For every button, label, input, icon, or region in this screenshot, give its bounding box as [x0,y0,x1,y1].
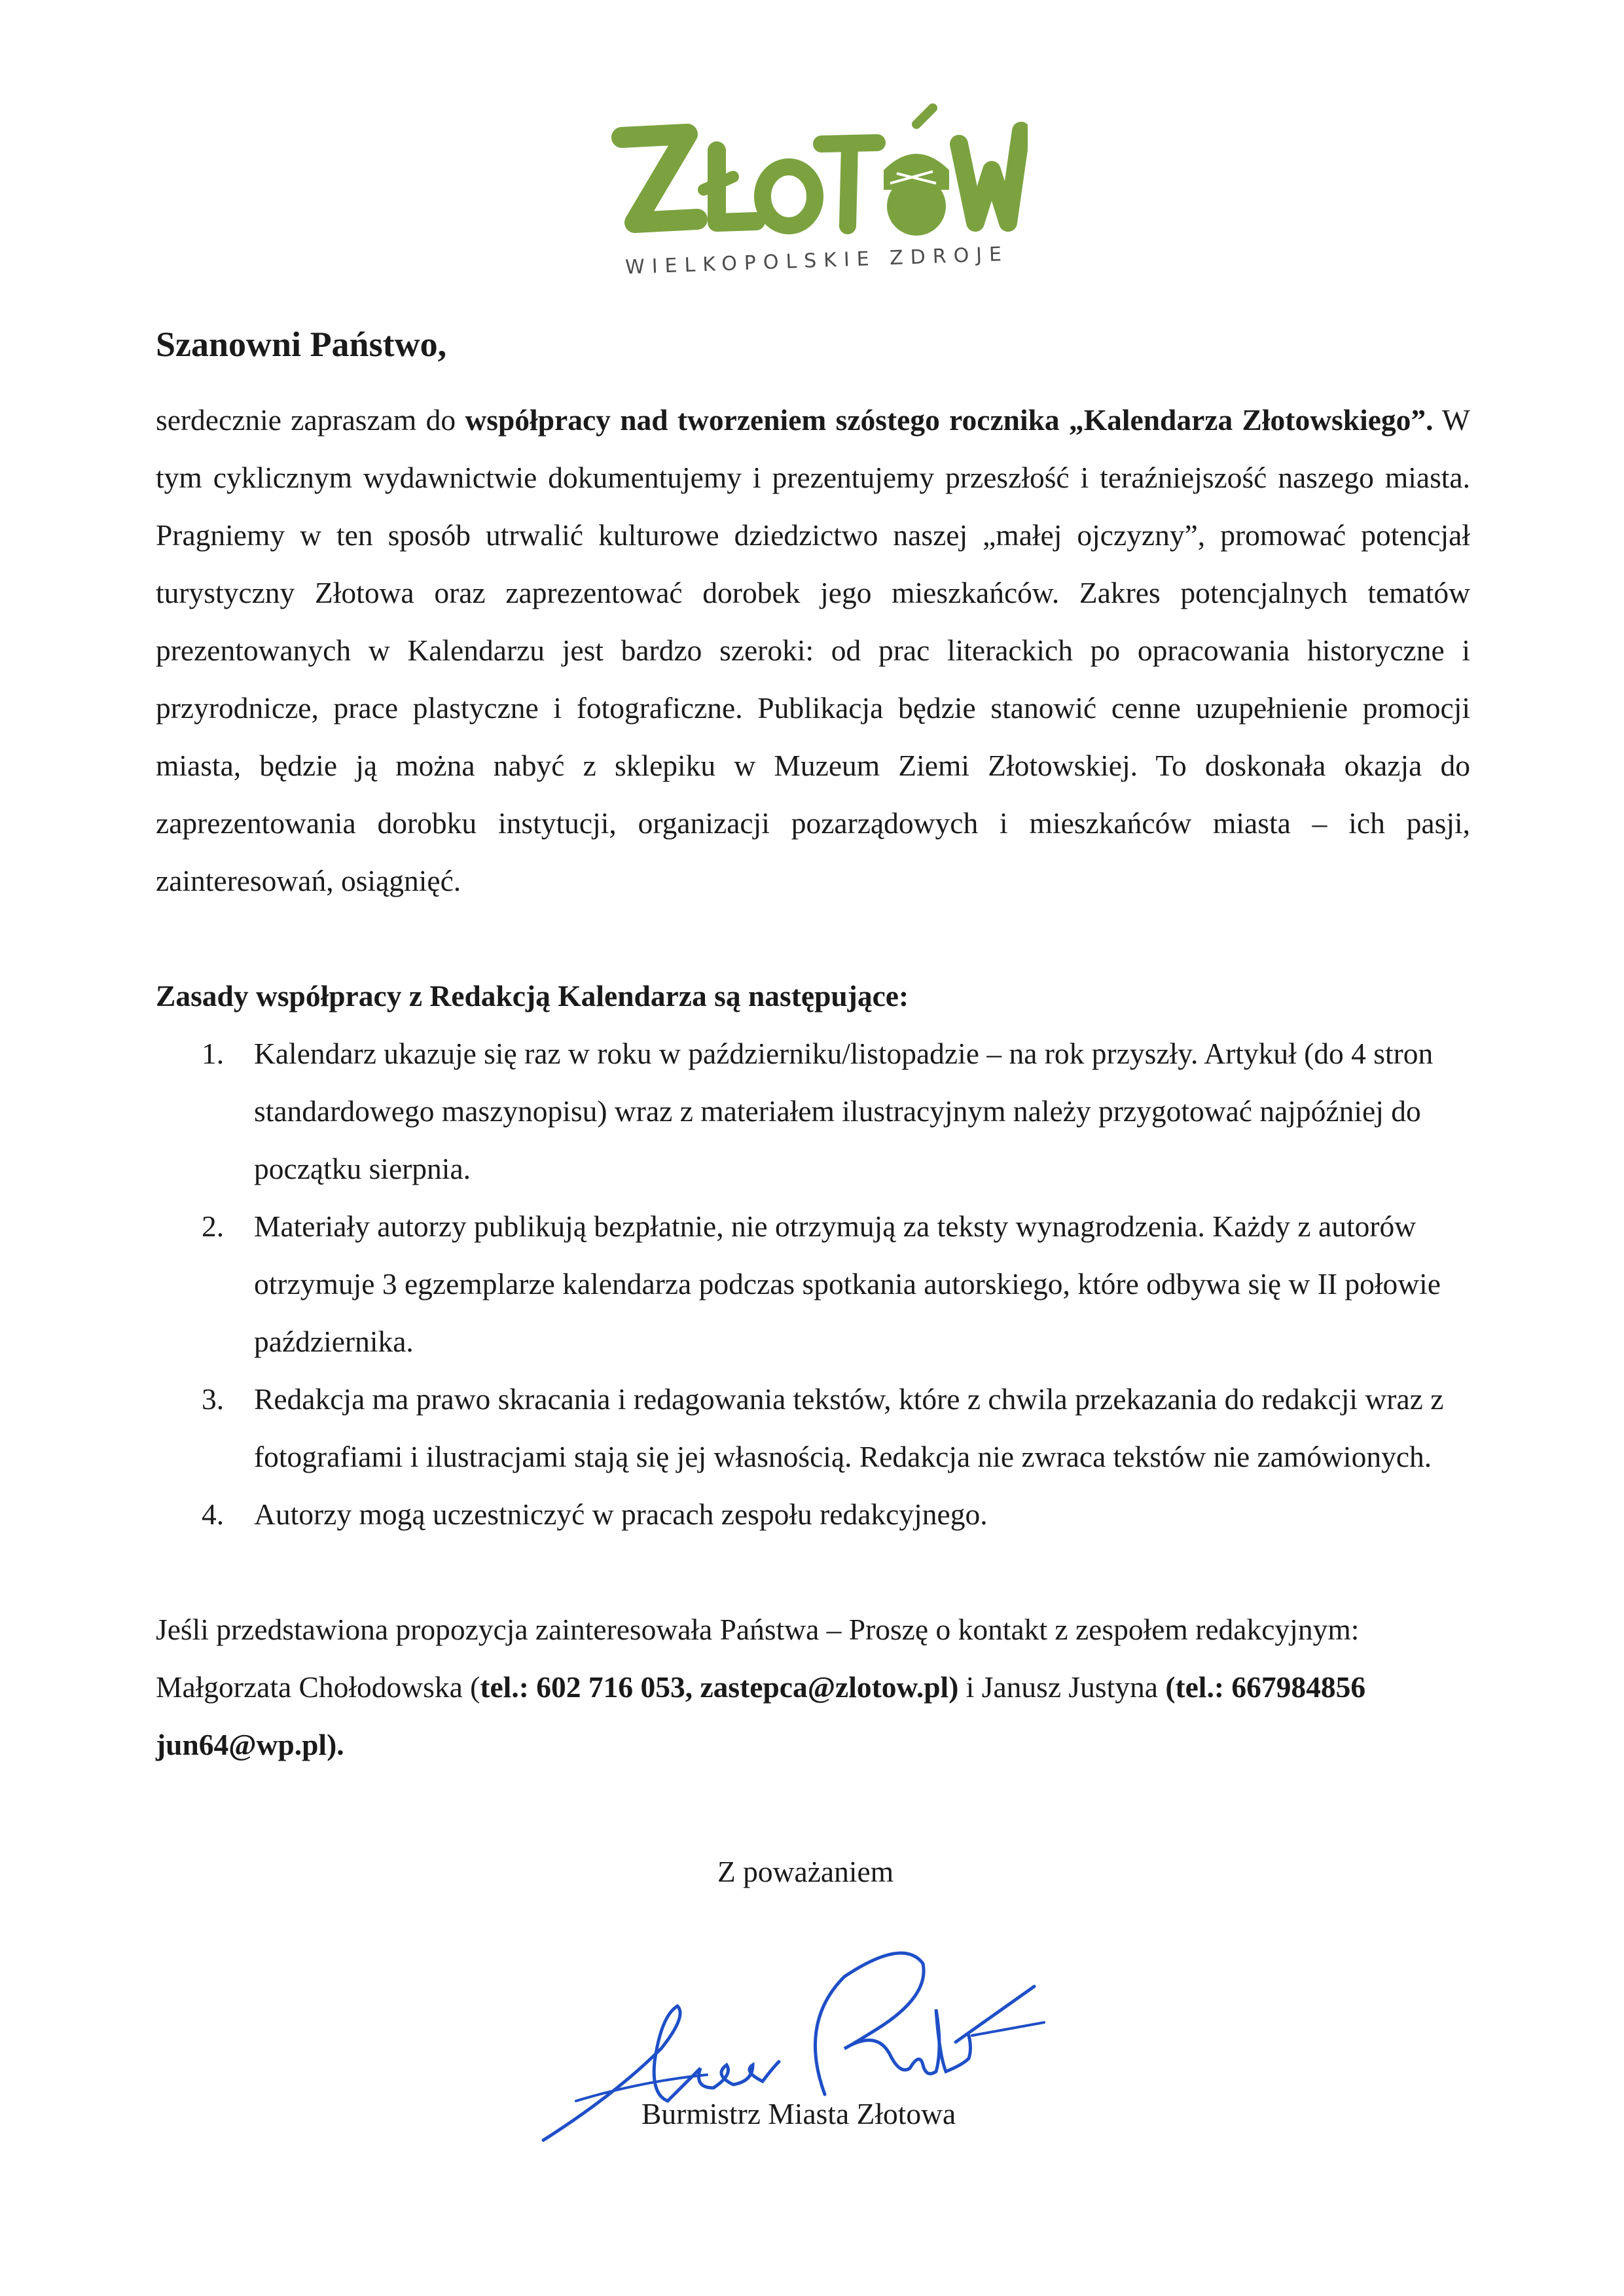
rule-text: Redakcja ma prawo skracania i redagowania tekstów, które z chwila przekazania do redakcji wraz z fotografiami i ilustracjami stają się jej własnością. Redakcja nie zwraca tekstów nie zamówionych. [254,1382,1444,1473]
contact-2: (tel.: 667984856 jun64@wp.pl). [156,1670,1366,1761]
rule-item [156,1025,1470,1198]
contact-1: tel.: 602 716 053, zastepca@zlotow.pl) [480,1670,959,1704]
rule-item [156,1486,1470,1543]
signer-title: Burmistrz Miasta Złotowa [641,2097,956,2130]
rule-number: 2. [202,1210,225,1243]
rule-item [156,1198,1470,1371]
intro-text-1: serdecznie zapraszam do [156,403,465,437]
intro-bold: współpracy nad tworzeniem szóstego rocznika „Kalendarza Złotowskiego”. [465,403,1434,437]
rules-heading: Zasady współpracy z Redakcją Kalendarza są następujące: [156,979,909,1013]
rule-text: Materiały autorzy publikują bezpłatnie, nie otrzymują za teksty wynagrodzenia. Każdy z autorów otrzymuje 3 egzemplarze kalendarza podczas spotkania autorskiego, które odbywa się w II połowie października. [254,1210,1441,1358]
salutation: Szanowni Państwo, [156,325,447,364]
intro-text-2: W tym cyklicznym wydawnictwie dokumentujemy i prezentujemy przeszłość i teraźniejszość naszego miasta. Pragniemy w ten sposób utrwalić kulturowe dziedzictwo naszej „małej ojczyzny”, promować potencjał turystyczny Złotowa oraz zaprezentować dorobek jego mieszkańców. Zakres potencjalnych tematów prezentowanych w Kalendarzu jest bardzo szeroki: od prac literackich po opracowania historyczne i przyrodnicze, prace plastyczne i fotograficzne. Publikacja będzie stanowić cenne uzupełnienie promocji miasta, będzie ją można nabyć z sklepiku w Muzeum Ziemi Złotowskiej. To doskonała okazja do zaprezentowania dorobku instytucji, organizacji pozarządowych i mieszkańców miasta – ich pasji, zainteresowań, osiągnięć. [156,403,1470,897]
rules-list [156,1025,1470,1543]
rule-number: 3. [202,1382,225,1416]
contact-paragraph [156,1601,1470,1774]
letter-body [156,321,1470,1774]
rule-text: Kalendarz ukazuje się raz w roku w październiku/listopadzie – na rok przyszły. Artykuł (do 4 stron standardowego maszynopisu) wraz z materiałem ilustracyjnym należy przygotować najpóźniej do początku sierpnia. [254,1037,1434,1185]
rule-item [156,1371,1470,1486]
logo-tagline: WIELKOPOLSKIE ZDROJE [624,242,1009,279]
zlotow-logo-graphic [609,98,1028,281]
regards: Z poważaniem [717,1855,894,1888]
rule-text: Autorzy mogą uczestniczyć w pracach zespołu redakcyjnego. [254,1498,988,1531]
intro-paragraph [156,391,1470,910]
contact-mid: i Janusz Justyna [958,1670,1166,1704]
rule-number: 4. [202,1498,225,1531]
contact-intro: Jeśli przedstawiona propozycja zainteresowała Państwa – Proszę o kontakt z zespołem redakcyjnym: Małgorzata Chołodowska ( [156,1613,1360,1704]
city-logo [609,98,1028,281]
rule-number: 1. [202,1037,225,1070]
